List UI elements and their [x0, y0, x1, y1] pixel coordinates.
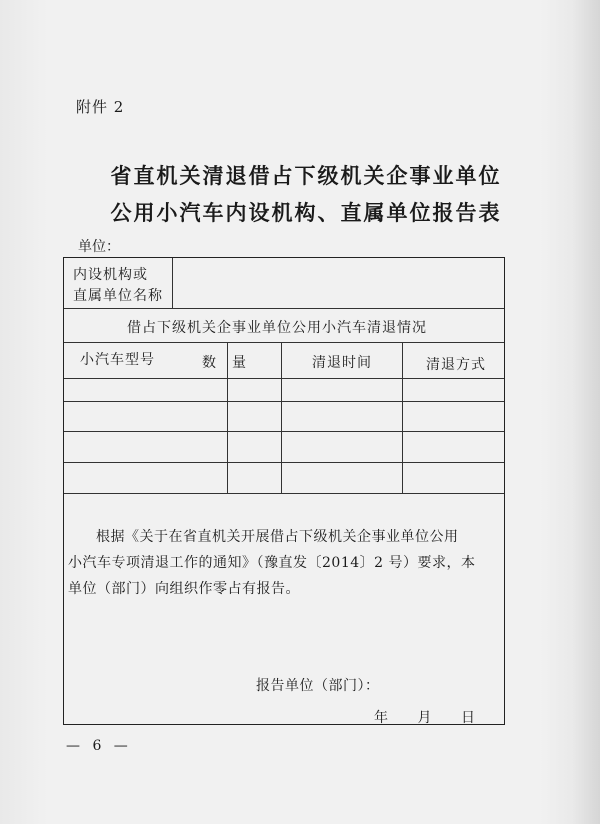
- col-header-quantity: 数 量: [202, 355, 247, 371]
- row-divider: [64, 401, 504, 402]
- column-divider: [402, 342, 403, 493]
- report-form-table: [63, 257, 505, 725]
- row-divider: [64, 342, 504, 343]
- page-number: — 6 —: [66, 738, 132, 754]
- col-header-return-time: 清退时间: [312, 355, 372, 371]
- col-header-car-model: 小汽车型号: [80, 352, 155, 368]
- attachment-label: 附件 2: [76, 98, 125, 116]
- row-divider: [64, 462, 504, 463]
- report-date: 年 月 日: [374, 710, 476, 726]
- row-divider: [64, 378, 504, 379]
- statement-line-3: 单位（部门）向组织作零占有报告。: [68, 581, 300, 597]
- row-divider: [64, 431, 504, 432]
- reporting-unit-label: 报告单位（部门）：: [256, 678, 380, 694]
- section-header: 借占下级机关企事业单位公用小汽车清退情况: [127, 320, 427, 336]
- row-divider: [64, 493, 504, 494]
- title-line-2: 公用小汽车内设机构、直属单位报告表: [110, 200, 502, 225]
- row-divider: [64, 308, 504, 309]
- unit-label: 单位：: [78, 239, 120, 255]
- page-edge-shadow: [572, 0, 600, 824]
- title-line-1: 省直机关清退借占下级机关企事业单位: [110, 163, 502, 188]
- col-header-return-method: 清退方式: [426, 357, 486, 373]
- column-divider: [281, 342, 282, 493]
- dept-name-label-line-1: 内设机构或: [73, 267, 148, 283]
- statement-line-1: 根据《关于在省直机关开展借占下级机关企事业单位公用: [96, 529, 459, 545]
- dept-name-label-line-2: 直属单位名称: [73, 288, 163, 304]
- column-divider: [172, 258, 173, 308]
- statement-line-2: 小汽车专项清退工作的通知》（豫直发〔2014〕2 号）要求，本: [68, 555, 476, 571]
